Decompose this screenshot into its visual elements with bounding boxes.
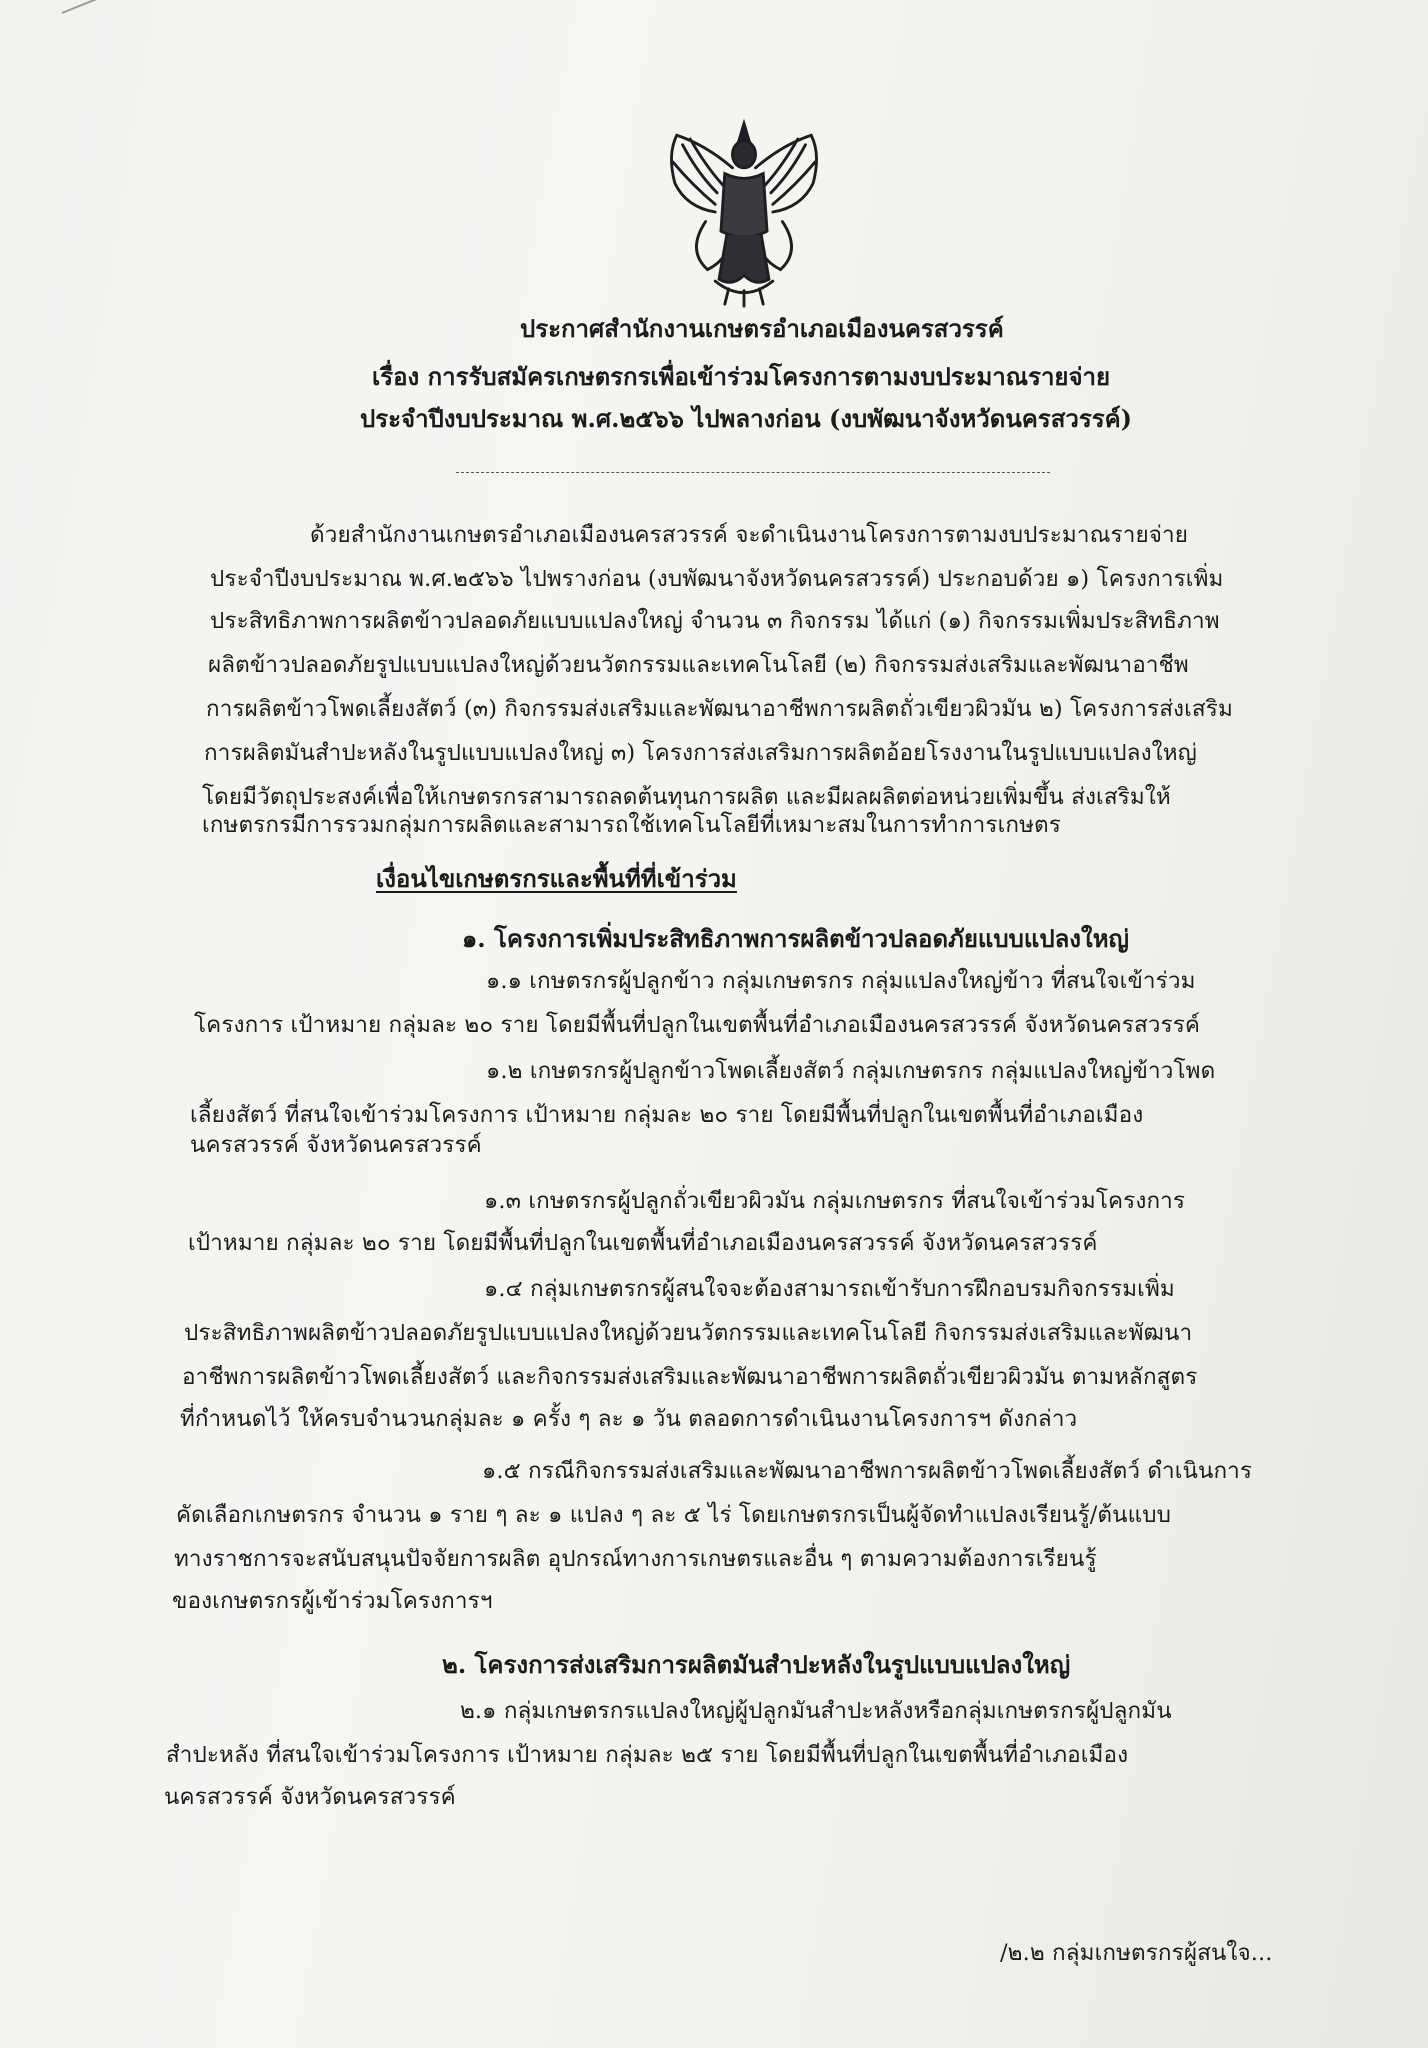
- item-1-5-line: ทางราชการจะสนับสนุนปัจจัยการผลิต อุปกรณ์ทางการเกษตรและอื่น ๆ ตามความต้องการเรียนรู้: [174, 1546, 1097, 1572]
- item-1-1-line: โครงการ เป้าหมาย กลุ่มละ ๒๐ ราย โดยมีพื้นที่ปลูกในเขตพื้นที่อำเภอเมืองนครสวรรค์ จังหวัดนครสวรรค์: [194, 1012, 1201, 1038]
- item-1-2-line: ๑.๒ เกษตรกรผู้ปลูกข้าวโพดเลี้ยงสัตว์ กลุ่มเกษตรกร กลุ่มแปลงใหญ่ข้าวโพด: [486, 1058, 1216, 1084]
- section-2-title: ๒. โครงการส่งเสริมการผลิตมันสำปะหลังในรูปแบบแปลงใหญ่: [442, 1650, 1071, 1679]
- intro-line: ประสิทธิภาพการผลิตข้าวปลอดภัยแบบแปลงใหญ่ จำนวน ๓ กิจกรรม ได้แก่ (๑) กิจกรรมเพิ่มประสิทธิภาพ: [210, 608, 1220, 634]
- intro-line: ด้วยสำนักงานเกษตรอำเภอเมืองนครสวรรค์ จะดำเนินงานโครงการตามงบประมาณรายจ่าย: [310, 522, 1189, 548]
- item-1-5-line: ของเกษตรกรผู้เข้าร่วมโครงการฯ: [172, 1588, 493, 1614]
- item-1-2-line: เลี้ยงสัตว์ ที่สนใจเข้าร่วมโครงการ เป้าหมาย กลุ่มละ ๒๐ ราย โดยมีพื้นที่ปลูกในเขตพื้นที่อำเภอเมือง: [190, 1102, 1144, 1128]
- item-2-1-line: นครสวรรค์ จังหวัดนครสวรรค์: [164, 1784, 456, 1810]
- divider: [456, 472, 1050, 473]
- item-1-1-line: ๑.๑ เกษตรกรผู้ปลูกข้าว กลุ่มเกษตรกร กลุ่มแปลงใหญ่ข้าว ที่สนใจเข้าร่วม: [486, 968, 1196, 994]
- item-1-5-line: ๑.๕ กรณีกิจกรรมส่งเสริมและพัฒนาอาชีพการผลิตข้าวโพดเลี้ยงสัตว์ ดำเนินการ: [482, 1458, 1253, 1484]
- conditions-heading: เงื่อนไขเกษตรกรและพื้นที่ที่เข้าร่วม: [376, 864, 737, 893]
- item-1-4-line: ๑.๔ กลุ่มเกษตรกรผู้สนใจจะต้องสามารถเข้ารับการฝึกอบรมกิจกรรมเพิ่ม: [484, 1276, 1175, 1302]
- item-2-1-line: ๒.๑ กลุ่มเกษตรกรแปลงใหญ่ผู้ปลูกมันสำปะหลังหรือกลุ่มเกษตรกรผู้ปลูกมัน: [460, 1698, 1172, 1724]
- item-1-2-line: นครสวรรค์ จังหวัดนครสวรรค์: [190, 1132, 482, 1158]
- intro-line: การผลิตมันสำปะหลังในรูปแบบแปลงใหญ่ ๓) โครงการส่งเสริมการผลิตอ้อยโรงงานในรูปแบบแปลงใหญ่: [204, 740, 1197, 766]
- header-line-2: เรื่อง การรับสมัครเกษตรกรเพื่อเข้าร่วมโครงการตามงบประมาณรายจ่าย: [372, 362, 1111, 391]
- intro-line: ผลิตข้าวปลอดภัยรูปแบบแปลงใหญ่ด้วยนวัตกรรมและเทคโนโลยี (๒) กิจกรรมส่งเสริมและพัฒนาอาชีพ: [208, 652, 1189, 678]
- garuda-emblem-icon: [648, 116, 840, 308]
- intro-line: เกษตรกรมีการรวมกลุ่มการผลิตและสามารถใช้เทคโนโลยีที่เหมาะสมในการทำการเกษตร: [202, 812, 1061, 838]
- header-line-3: ประจำปีงบประมาณ พ.ศ.๒๕๖๖ ไปพลางก่อน (งบพัฒนาจังหวัดนครสวรรค์): [360, 404, 1133, 433]
- intro-line: โดยมีวัตถุประสงค์เพื่อให้เกษตรกรสามารถลดต้นทุนการผลิต และมีผลผลิตต่อหน่วยเพิ่มขึ้น ส่งเสริมให้: [202, 784, 1171, 810]
- item-1-4-line: ที่กำหนดไว้ ให้ครบจำนวนกลุ่มละ ๑ ครั้ง ๆ ละ ๑ วัน ตลอดการดำเนินงานโครงการฯ ดังกล่าว: [180, 1406, 1078, 1432]
- staple-mark: [62, 0, 124, 14]
- section-1-title: ๑. โครงการเพิ่มประสิทธิภาพการผลิตข้าวปลอดภัยแบบแปลงใหญ่: [462, 924, 1129, 953]
- header-line-1: ประกาศสำนักงานเกษตรอำเภอเมืองนครสวรรค์: [520, 314, 1004, 343]
- intro-line: การผลิตข้าวโพดเลี้ยงสัตว์ (๓) กิจกรรมส่งเสริมและพัฒนาอาชีพการผลิตถั่วเขียวผิวมัน ๒) โครงการส่งเสริม: [206, 696, 1233, 722]
- item-1-3-line: ๑.๓ เกษตรกรผู้ปลูกถั่วเขียวผิวมัน กลุ่มเกษตรกร ที่สนใจเข้าร่วมโครงการ: [484, 1188, 1186, 1214]
- item-2-1-line: สำปะหลัง ที่สนใจเข้าร่วมโครงการ เป้าหมาย กลุ่มละ ๒๕ ราย โดยมีพื้นที่ปลูกในเขตพื้นที่อำเภอเมือง: [166, 1742, 1129, 1768]
- item-1-3-line: เป้าหมาย กลุ่มละ ๒๐ ราย โดยมีพื้นที่ปลูกในเขตพื้นที่อำเภอเมืองนครสวรรค์ จังหวัดนครสวรรค์: [188, 1230, 1098, 1256]
- continuation-note: /๒.๒ กลุ่มเกษตรกรผู้สนใจ...: [1000, 1940, 1273, 1966]
- intro-line: ประจำปีงบประมาณ พ.ศ.๒๕๖๖ ไปพรางก่อน (งบพัฒนาจังหวัดนครสวรรค์) ประกอบด้วย ๑) โครงการเพิ่ม: [210, 566, 1224, 592]
- item-1-5-line: คัดเลือกเกษตรกร จำนวน ๑ ราย ๆ ละ ๑ แปลง ๆ ละ ๕ ไร่ โดยเกษตรกรเป็นผู้จัดทำแปลงเรียนรู้/ต้นแบบ: [176, 1502, 1171, 1528]
- item-1-4-line: ประสิทธิภาพผลิตข้าวปลอดภัยรูปแบบแปลงใหญ่ด้วยนวัตกรรมและเทคโนโลยี กิจกรรมส่งเสริมและพัฒนา: [184, 1320, 1193, 1346]
- item-1-4-line: อาชีพการผลิตข้าวโพดเลี้ยงสัตว์ และกิจกรรมส่งเสริมและพัฒนาอาชีพการผลิตถั่วเขียวผิวมัน ตามหลักสูตร: [182, 1364, 1198, 1390]
